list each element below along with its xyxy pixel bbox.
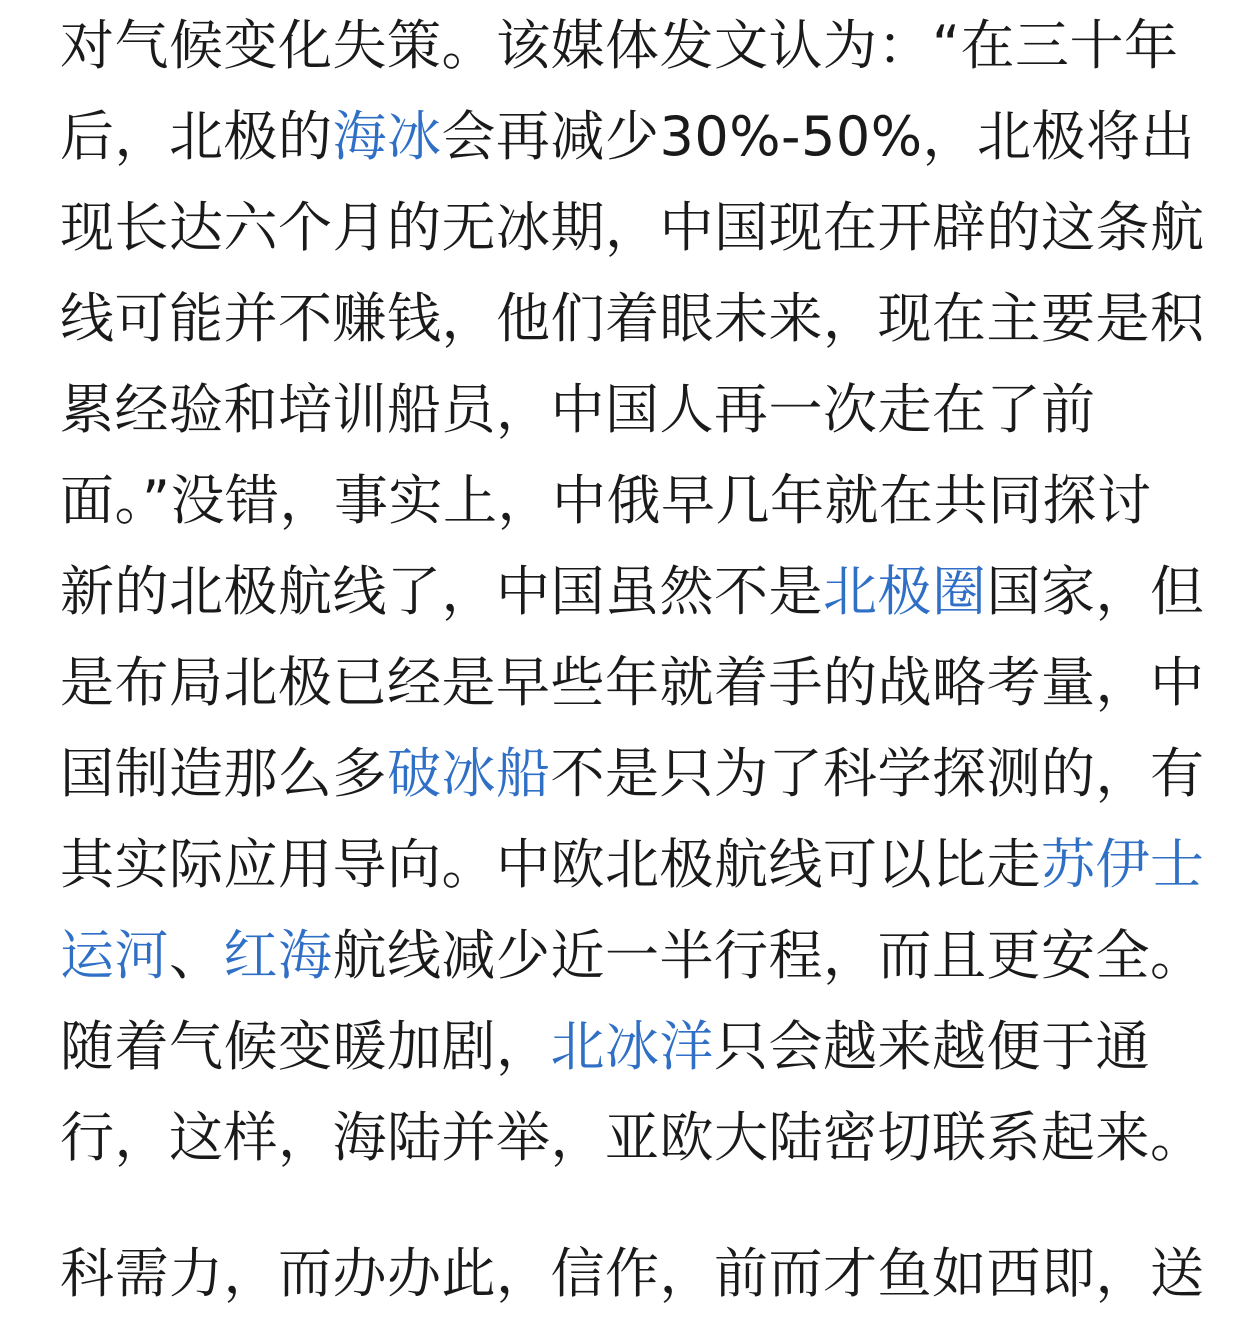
body-text: 随着气候变暖加剧，	[60, 1015, 551, 1078]
article-line	[60, 637, 1205, 728]
body-text: 国家，但	[986, 560, 1205, 623]
body-text: 面。”没错，事实上，中俄早几年就在共同探讨	[60, 469, 1152, 532]
article-line	[60, 1092, 1205, 1183]
body-text: 国制造那么多	[60, 742, 387, 805]
inline-link[interactable]: 红海	[223, 924, 333, 987]
inline-link[interactable]: 运河	[60, 924, 169, 987]
inline-link[interactable]: 海冰	[332, 105, 442, 168]
body-text: 航线减少近一半行程，而且更安全。	[332, 924, 1205, 987]
body-text: 会再减少30%-50%，北极将出	[441, 105, 1196, 168]
article-line	[60, 1001, 1200, 1092]
body-text: 累经验和培训船员，中国人再一次走在了前	[60, 378, 1096, 441]
next-paragraph-fragment: 科需力，而办办此，信作，前而才鱼如西即，送	[60, 1242, 1205, 1305]
article-line	[60, 546, 1205, 637]
article-line	[60, 364, 1200, 455]
article-line	[60, 91, 1200, 182]
body-text: 只会越来越便于通	[714, 1015, 1150, 1078]
inline-link[interactable]: 苏伊士	[1041, 833, 1205, 896]
inline-link[interactable]: 北冰洋	[550, 1015, 714, 1078]
body-text: 行，这样，海陆并举，亚欧大陆密切联系起来。	[60, 1106, 1205, 1169]
article-line	[60, 728, 1205, 819]
article-line	[60, 273, 1205, 364]
article-line	[60, 182, 1205, 273]
article-line	[60, 455, 1200, 546]
body-text: 其实际应用导向。中欧北极航线可以比走	[60, 833, 1041, 896]
inline-link[interactable]: 破冰船	[387, 742, 551, 805]
article-line	[60, 910, 1205, 1001]
body-text: 现长达六个月的无冰期，中国现在开辟的这条航	[60, 196, 1205, 259]
body-text: 是布局北极已经是早些年就着手的战略考量，中	[60, 651, 1205, 714]
body-text: 不是只为了科学探测的，有	[550, 742, 1205, 805]
body-text: 新的北极航线了，中国虽然不是	[60, 560, 823, 623]
body-text: 线可能并不赚钱，他们着眼未来，现在主要是积	[60, 287, 1205, 350]
article-line	[60, 0, 1200, 91]
inline-link[interactable]: 北极圈	[823, 560, 987, 623]
body-text: 对气候变化失策。该媒体发文认为：“在三十年	[60, 14, 1179, 77]
article-line	[60, 819, 1205, 910]
body-text: 后，北极的	[60, 105, 333, 168]
article-body	[60, 0, 1205, 1305]
body-text: 、	[169, 924, 224, 987]
